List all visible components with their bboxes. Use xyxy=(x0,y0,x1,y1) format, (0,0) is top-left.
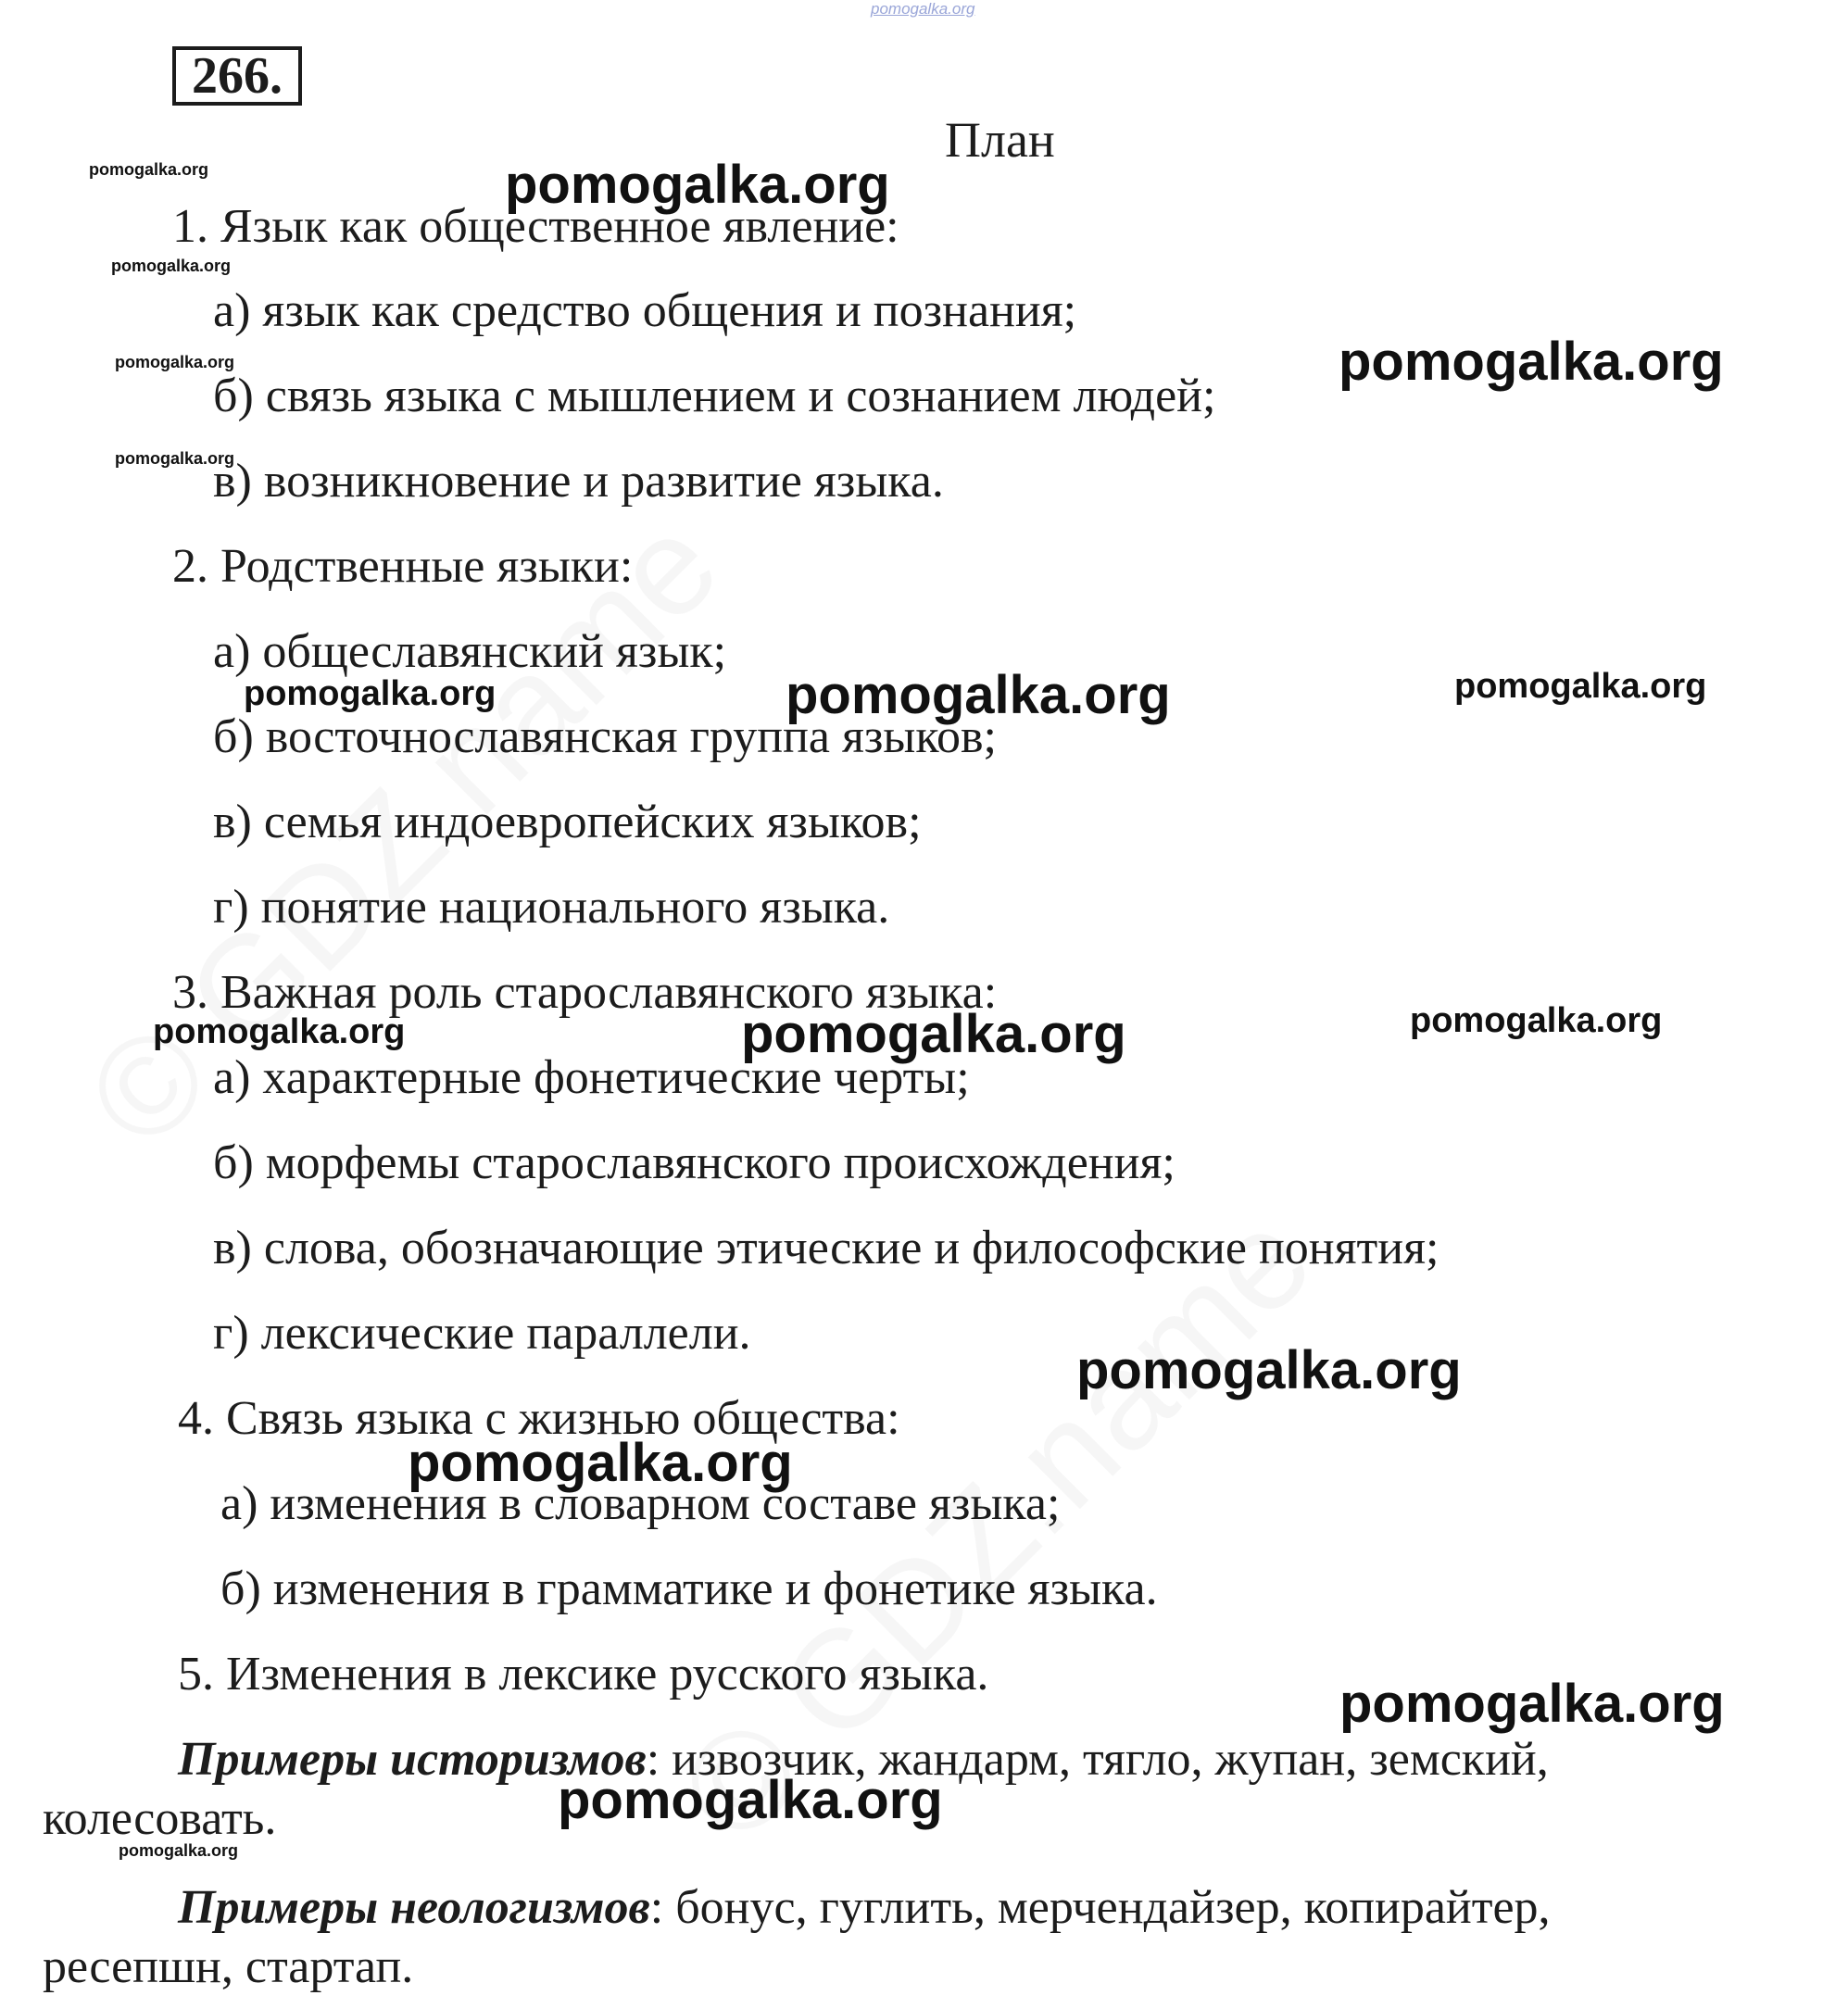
watermark: pomogalka.org xyxy=(119,1841,239,1860)
historisms-label: Примеры историзмов xyxy=(178,1733,647,1786)
plan-item: б) восточнославянская группа языков; xyxy=(213,710,997,763)
watermark: pomogalka.org xyxy=(1076,1340,1462,1400)
top-site-link[interactable]: pomogalka.org xyxy=(871,0,975,18)
watermark: pomogalka.org xyxy=(558,1770,943,1830)
historisms-continuation: колесовать. xyxy=(43,1792,277,1845)
neologisms-line xyxy=(178,1880,1551,1936)
plan-item: 2. Родственные языки: xyxy=(172,540,634,593)
watermark: pomogalka.org xyxy=(111,257,232,275)
plan-item: б) изменения в грамматике и фонетике языка. xyxy=(220,1562,1158,1615)
watermark: pomogalka.org xyxy=(244,674,497,713)
plan-item: 4. Связь языка с жизнью общества: xyxy=(178,1392,900,1445)
plan-item: а) изменения в словарном составе языка; xyxy=(220,1477,1061,1530)
watermark: pomogalka.org xyxy=(1410,1001,1663,1040)
plan-item: г) лексические параллели. xyxy=(213,1307,751,1360)
watermark: pomogalka.org xyxy=(115,449,235,468)
plan-item: в) семья индоевропейских языков; xyxy=(213,796,922,848)
plan-title: План xyxy=(945,112,1055,168)
watermark: pomogalka.org xyxy=(1339,332,1724,392)
watermark: pomogalka.org xyxy=(786,665,1171,725)
neologisms-continuation: ресепшн, стартап. xyxy=(43,1940,414,1993)
neologisms-label: Примеры неологизмов xyxy=(178,1881,650,1934)
plan-item: г) понятие национального языка. xyxy=(213,881,890,934)
plan-item: б) морфемы старославянского происхождения; xyxy=(213,1136,1175,1189)
plan-item: 3. Важная роль старославянского языка: xyxy=(172,966,998,1019)
plan-item: в) слова, обозначающие этические и философские понятия; xyxy=(213,1222,1439,1274)
watermark: pomogalka.org xyxy=(1454,667,1707,706)
plan-item: а) характерные фонетические черты; xyxy=(213,1051,970,1104)
watermark: pomogalka.org xyxy=(408,1433,793,1493)
plan-item: 5. Изменения в лексике русского языка. xyxy=(178,1648,989,1701)
watermark: pomogalka.org xyxy=(1339,1674,1725,1734)
plan-item: а) общеславянский язык; xyxy=(213,625,727,678)
watermark: pomogalka.org xyxy=(115,353,235,371)
plan-item: 1. Язык как общественное явление: xyxy=(172,200,899,253)
watermark: pomogalka.org xyxy=(505,155,890,215)
watermark: pomogalka.org xyxy=(153,1012,406,1051)
neologisms-text: : бонус, гуглить, мерчендайзер, копирайтер, xyxy=(649,1881,1551,1934)
historisms-text: : извозчик, жандарм, тягло, жупан, земский, xyxy=(646,1733,1549,1786)
exercise-number: 266. xyxy=(172,46,302,106)
watermark: pomogalka.org xyxy=(89,160,209,179)
plan-item: в) возникновение и развитие языка. xyxy=(213,455,944,508)
plan-item: а) язык как средство общения и познания; xyxy=(213,284,1077,337)
plan-item: б) связь языка с мышлением и сознанием людей; xyxy=(213,370,1216,422)
watermark: pomogalka.org xyxy=(741,1004,1126,1064)
